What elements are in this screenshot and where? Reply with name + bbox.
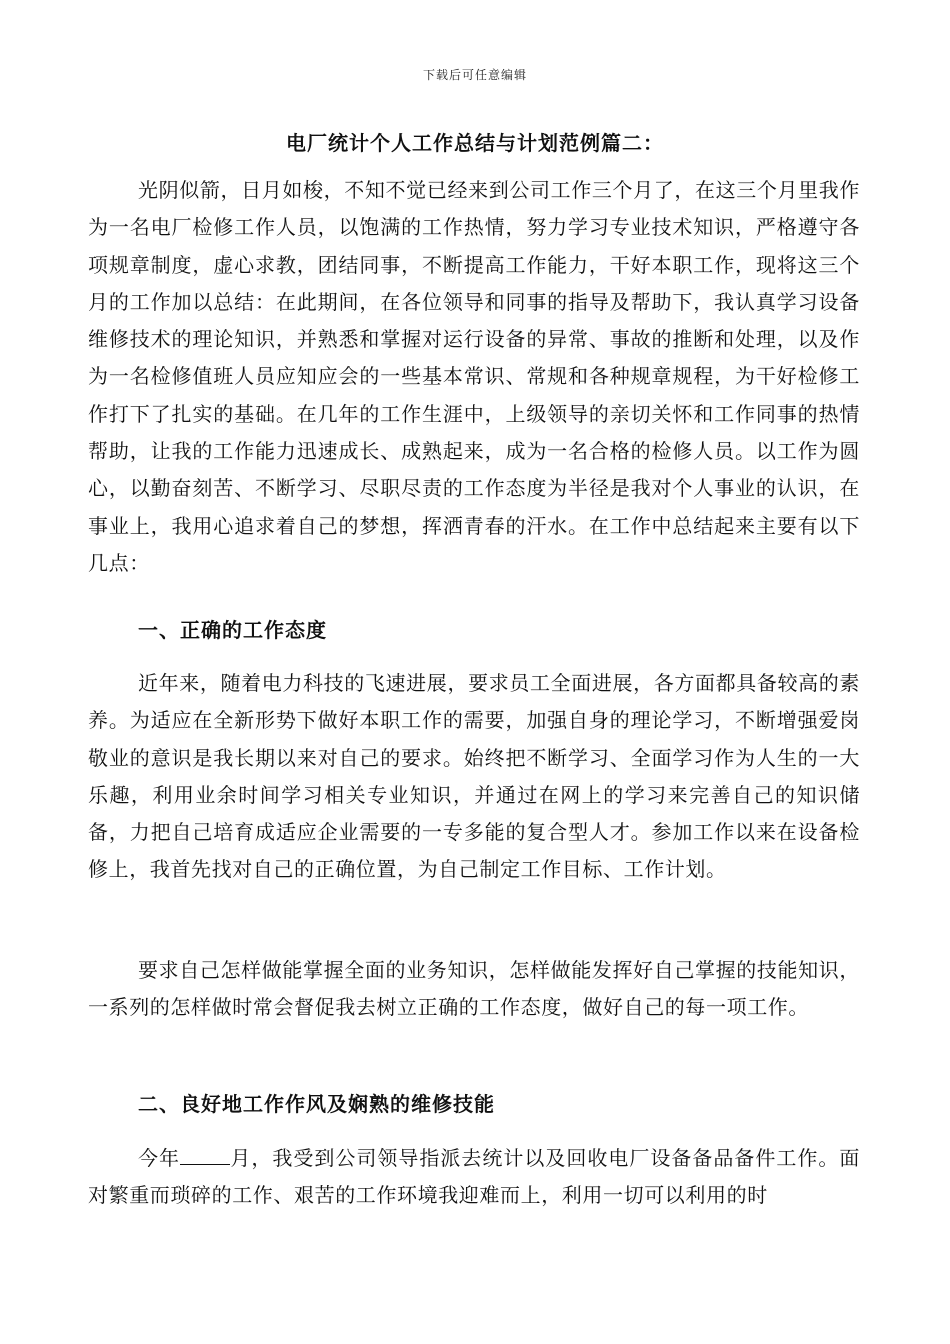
fill-in-blank-line [180,1144,230,1165]
section-1-paragraph-1: 近年来，随着电力科技的飞速进展，要求员工全面进展，各方面都具备较高的素养。为适应在全新形势下做好本职工作的需要，加强自身的理论学习，不断增强爱岗敬业的意识是我长期以来对自己的要求。始终把不断学习、全面学习作为人生的一大乐趣，利用业余时间学习相关专业知识，并通过在网上的学习来完善自己的知识储备，力把自己培育成适应企业需要的一专多能的复合型人才。参加工作以来在设备检修上，我首先找对自己的正确位置，为自己制定工作目标、工作计划。 [88,671,860,882]
document-title: 电厂统计个人工作总结与计划范例篇二： [286,131,664,155]
intro-paragraph: 光阴似箭，日月如梭，不知不觉已经来到公司工作三个月了，在这三个月里我作为一名电厂检修工作人员，以饱满的工作热情，努力学习专业技术知识，严格遵守各项规章制度，虚心求教，团结同事，不断提高工作能力，干好本职工作，现将这三个月的工作加以总结：在此期间，在各位领导和同事的指导及帮助下，我认真学习设备维修技术的理论知识，并熟悉和掌握对运行设备的异常、事故的推断和处理，以及作为一名检修值班人员应知应会的一些基本常识、常规和各种规章规程，为干好检修工作打下了扎实的基础。在几年的工作生涯中，上级领导的亲切关怀和工作同事的热情帮助，让我的工作能力迅速成长、成熟起来，成为一名合格的检修人员。以工作为圆心，以勤奋刻苦、不断学习、尽职尽责的工作态度为半径是我对个人事业的认识，在事业上，我用心追求着自己的梦想，挥洒青春的汗水。在工作中总结起来主要有以下几点： [88,178,860,575]
section-1-heading: 一、正确的工作态度 [138,618,327,642]
paragraph-text-after-blank: 月，我受到公司领导指派去统计以及回收电厂设备备品备件工作。面对繁重而琐碎的工作、艰苦的工作环境我迎难而上，利用一切可以利用的时 [88,1146,860,1208]
section-2-paragraph-1 [88,1140,860,1215]
header-note: 下载后可任意编辑 [422,68,527,82]
section-2-heading: 二、良好地工作作风及娴熟的维修技能 [138,1092,495,1116]
paragraph-text-before-blank: 今年 [138,1146,180,1170]
section-1-paragraph-2: 要求自己怎样做能掌握全面的业务知识，怎样做能发挥好自己掌握的技能知识，一系列的怎样做时常会督促我去树立正确的工作态度，做好自己的每一项工作。 [88,958,860,1020]
